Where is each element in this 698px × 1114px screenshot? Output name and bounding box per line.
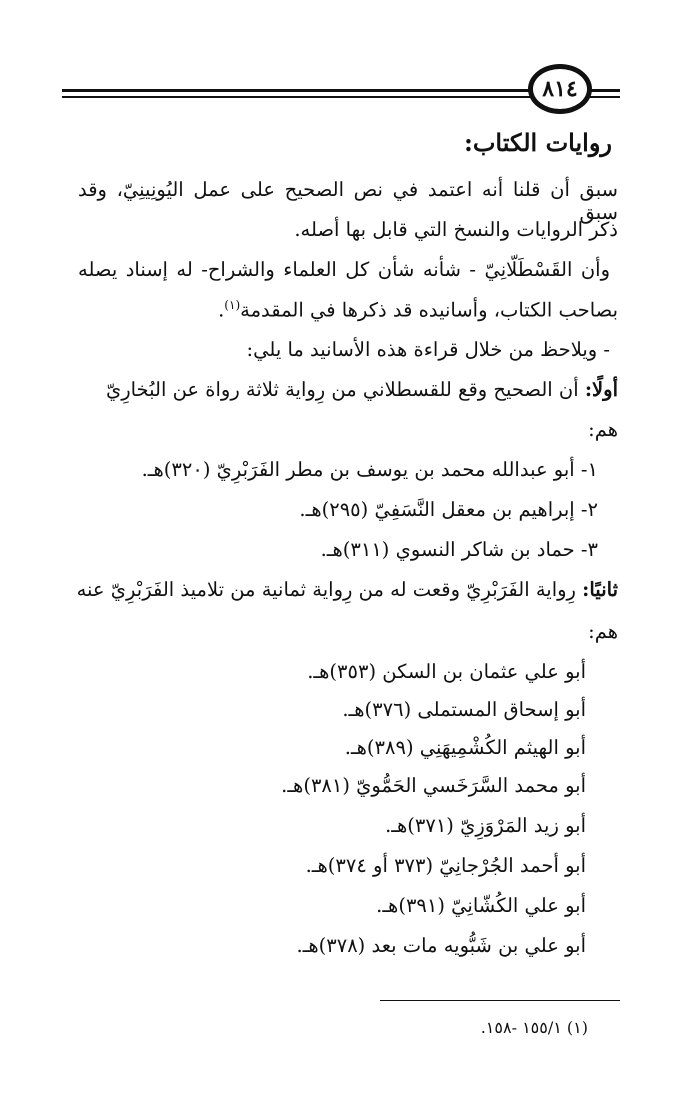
first-item-1: ١- أبو عبدالله محمد بن يوسف بن مطر الفَرَبْرِيّ (٣٢٠)هـ. (141, 458, 598, 481)
first-text: أن الصحيح وقع للقسطلاني من رِواية ثلاثة رواة عن البُخارِيّ (105, 378, 585, 401)
para2-line1: وأن القَسْطَلّانِيّ - شأنه شأن كل العلماء والشراح- له إسناد يصله (78, 258, 610, 281)
second-item-5: أبو زيد المَرْوَزِيّ (٣٧١)هـ. (385, 814, 586, 837)
header-rule-top (62, 89, 534, 92)
first-cont: هم: (588, 418, 618, 441)
second-item-2: أبو إسحاق المستملى (٣٧٦)هـ. (342, 698, 586, 721)
para1-line1: سبق أن قلنا أنه اعتمد في نص الصحيح على عمل اليُونِينِيّ، وقد سبق (78, 178, 618, 224)
para2-line2-text: بصاحب الكتاب، وأسانيده قد ذكرها في المقدمة (240, 298, 618, 322)
second-item-8: أبو علي بن شَبُّويه مات بعد (٣٧٨)هـ. (296, 934, 586, 957)
second-item-6: أبو أحمد الجُرْجانِيّ (٣٧٣ أو ٣٧٤)هـ. (305, 854, 586, 877)
para2-line2 (218, 298, 618, 322)
footnote-separator (380, 1000, 620, 1001)
second-lead: ثانيًا: (582, 578, 618, 601)
first-lead: أولًا: (584, 378, 618, 401)
second-cont: هم: (588, 620, 618, 643)
second-text: رِواية الفَرَبْرِيّ وقعت له من رِواية ثمانية من تلاميذ الفَرَبْرِيّ عنه (76, 578, 583, 601)
second-point (77, 578, 618, 601)
second-item-4: أبو محمد السَّرَخَسي الحَمُّويّ (٣٨١)هـ. (281, 774, 586, 797)
first-point (106, 378, 618, 401)
section-heading: روايات الكتاب: (463, 128, 612, 157)
header-rule-tail-top (590, 89, 620, 92)
second-item-7: أبو علي الكُشّانِيّ (٣٩١)هـ. (376, 894, 586, 917)
para2-line2-end: . (218, 298, 225, 322)
footnote: (١) ١٥٥/١ -١٥٨. (480, 1018, 588, 1037)
header-rule-tail-bottom (590, 96, 620, 98)
second-item-3: أبو الهيثم الكُشْمِيهَنِي (٣٨٩)هـ. (344, 736, 586, 759)
second-item-1: أبو علي عثمان بن السكن (٣٥٣)هـ. (307, 660, 586, 683)
para1-line2: ذكر الروايات والنسخ التي قابل بها أصله. (294, 218, 618, 241)
header-rule-bottom (62, 96, 534, 98)
first-item-2: ٢- إبراهيم بن معقل النَّسَفِيّ (٢٩٥)هـ. (299, 498, 598, 521)
page-number: ٨١٤ (528, 64, 592, 114)
note-line: - ويلاحظ من خلال قراءة هذه الأسانيد ما يلي: (246, 338, 610, 361)
first-item-3: ٣- حماد بن شاكر النسوي (٣١١)هـ. (320, 538, 598, 561)
footnote-reference[interactable]: (١) (224, 298, 241, 312)
